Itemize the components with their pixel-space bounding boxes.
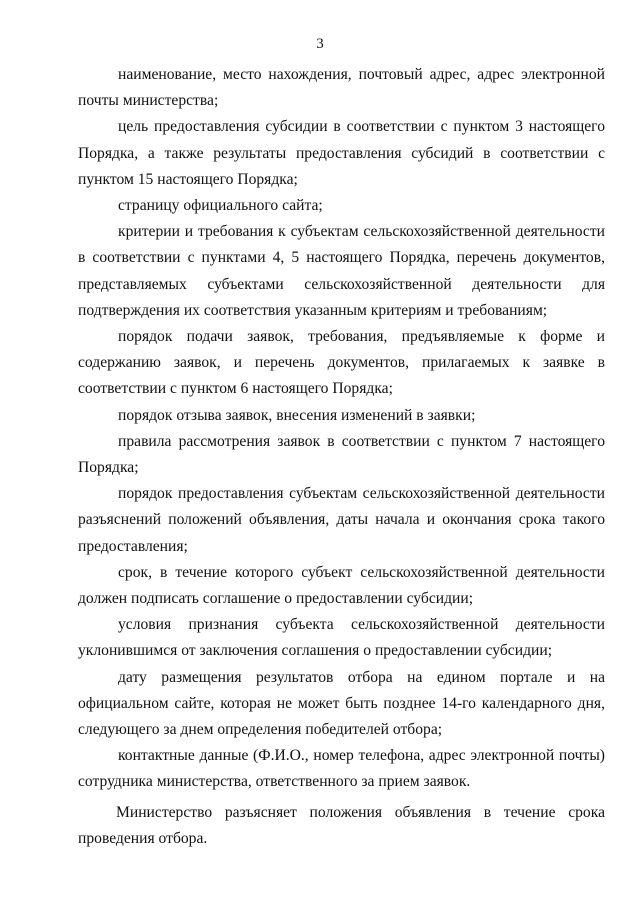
paragraph-criteria-requirements: критерии и требования к субъектам сельскохозяйственной деятельности в соответствии с пунктами 4, 5 настоящего Порядка, перечень документов, представляемых субъектами сельскохозяйственной деятельности для подтверждения их соответствия указанным критериям и требованиям; (78, 223, 605, 319)
paragraph-results-publication-date: дату размещения результатов отбора на едином портале и на официальном сайте, которая не может быть позднее 14-го календарного дня, следующего за днем определения победителей отбора; (78, 668, 605, 739)
paragraph-ministry-details: наименование, место нахождения, почтовый адрес, адрес электронной почты министерства; (78, 66, 605, 110)
paragraph-withdrawal-procedure: порядок отзыва заявок, внесения изменений в заявки; (118, 406, 476, 424)
page-number: 3 (316, 36, 324, 52)
paragraph-clarification-procedure: порядок предоставления субъектам сельскохозяйственной деятельности разъяснений положений объявления, даты начала и окончания срока такого предоставления; (78, 485, 605, 555)
paragraph-ministry-clarifies: Министерство разъясняет положения объявления в течение срока проведения отбора. (78, 803, 605, 847)
paragraph-contact-details: контактные данные (Ф.И.О., номер телефона, адрес электронной почты) сотрудника министерства, ответственного за прием заявок. (78, 747, 605, 791)
paragraph-official-site-page: страницу официального сайта; (118, 197, 323, 215)
paragraph-signing-deadline: срок, в течение которого субъект сельскохозяйственной деятельности должен подписать соглашение о предоставлении субсидии; (78, 563, 605, 608)
document-body (78, 62, 605, 852)
paragraph-review-rules: правила рассмотрения заявок в соответствии с пунктом 7 настоящего Порядка; (78, 432, 605, 477)
paragraph-application-procedure: порядок подачи заявок, требования, предъявляемые к форме и содержанию заявок, и перечень документов, прилагаемых к заявке в соответствии с пунктом 6 настоящего Порядка; (78, 328, 605, 398)
paragraph-subsidy-goal: цель предоставления субсидии в соответствии с пунктом 3 настоящего Порядка, а также результаты предоставления субсидий в соответствии с пунктом 15 настоящего Порядка; (78, 118, 605, 188)
paragraph-evasion-conditions: условия признания субъекта сельскохозяйственной деятельности уклонившимся от заключения соглашения о предоставлении субсидии; (78, 616, 605, 660)
